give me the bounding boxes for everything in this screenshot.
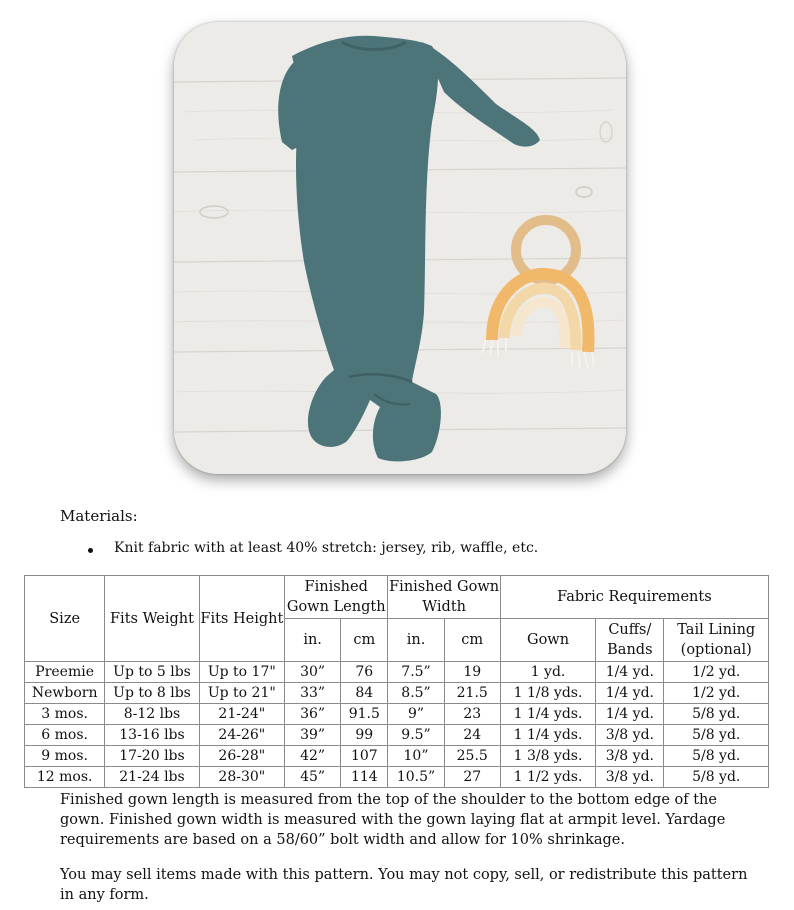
cell-weight: 17-20 lbs [105, 746, 199, 767]
cell-length-in: 30” [285, 662, 341, 683]
table-row [25, 725, 769, 746]
measurement-notes: Finished gown length is measured from the top of the shoulder to the bottom edge of the gown. Finished gown width is measured with the gown laying flat at armpit level. Yardage requirements are based on a 58/60” bolt width and allow for 10% shrinkage. [60, 792, 726, 848]
cell-length-in: 33” [285, 683, 341, 704]
cell-height: Up to 21" [199, 683, 284, 704]
cell-gown: 1 yd. [500, 662, 595, 683]
header-length-cm: cm [341, 619, 388, 662]
cell-width-cm: 21.5 [444, 683, 500, 704]
cell-cuffs: 1/4 yd. [596, 662, 664, 683]
header-cuffs-bands: Cuffs/ Bands [596, 619, 664, 662]
cell-gown: 1 1/4 yds. [500, 725, 595, 746]
cell-width-in: 8.5” [388, 683, 444, 704]
cell-size: 6 mos. [25, 725, 105, 746]
cell-size: 12 mos. [25, 767, 105, 788]
cell-height: 28-30" [199, 767, 284, 788]
cell-length-in: 45” [285, 767, 341, 788]
gown-illustration [174, 22, 626, 474]
cell-gown: 1 1/8 yds. [500, 683, 595, 704]
cell-width-in: 10” [388, 746, 444, 767]
cell-tail: 5/8 yd. [664, 767, 769, 788]
cell-length-cm: 107 [341, 746, 388, 767]
header-length-in: in. [285, 619, 341, 662]
cell-height: 26-28" [199, 746, 284, 767]
cell-width-in: 9.5” [388, 725, 444, 746]
cell-weight: 8-12 lbs [105, 704, 199, 725]
cell-gown: 1 1/2 yds. [500, 767, 595, 788]
cell-weight: Up to 8 lbs [105, 683, 199, 704]
cell-size: Newborn [25, 683, 105, 704]
cell-length-cm: 114 [341, 767, 388, 788]
cell-width-in: 7.5” [388, 662, 444, 683]
cell-weight: 21-24 lbs [105, 767, 199, 788]
header-finished-length: Finished Gown Length [285, 576, 388, 619]
cell-cuffs: 3/8 yd. [596, 746, 664, 767]
header-width-cm: cm [444, 619, 500, 662]
cell-tail: 5/8 yd. [664, 725, 769, 746]
materials-heading: Materials: [60, 507, 138, 525]
header-finished-width: Finished Gown Width [388, 576, 500, 619]
cell-size: Preemie [25, 662, 105, 683]
cell-length-in: 36” [285, 704, 341, 725]
cell-gown: 1 1/4 yds. [500, 704, 595, 725]
header-fits-weight: Fits Weight [105, 576, 199, 662]
cell-width-cm: 23 [444, 704, 500, 725]
materials-list [60, 540, 538, 556]
header-gown: Gown [500, 619, 595, 662]
license-notice: You may sell items made with this pattern. You may not copy, sell, or redistribute this pattern in any form. [60, 867, 748, 903]
cell-cuffs: 1/4 yd. [596, 683, 664, 704]
header-size: Size [25, 576, 105, 662]
cell-length-in: 39” [285, 725, 341, 746]
cell-size: 3 mos. [25, 704, 105, 725]
cell-length-cm: 99 [341, 725, 388, 746]
table-row [25, 683, 769, 704]
cell-cuffs: 3/8 yd. [596, 725, 664, 746]
header-fabric-requirements: Fabric Requirements [500, 576, 768, 619]
table-row [25, 767, 769, 788]
cell-height: Up to 17" [199, 662, 284, 683]
cell-tail: 5/8 yd. [664, 704, 769, 725]
cell-height: 24-26" [199, 725, 284, 746]
cell-weight: 13-16 lbs [105, 725, 199, 746]
cell-size: 9 mos. [25, 746, 105, 767]
table-row [25, 704, 769, 725]
cell-length-cm: 84 [341, 683, 388, 704]
product-photo [174, 22, 626, 474]
header-tail-lining: Tail Lining (optional) [664, 619, 769, 662]
cell-width-in: 10.5” [388, 767, 444, 788]
cell-width-cm: 24 [444, 725, 500, 746]
cell-width-cm: 27 [444, 767, 500, 788]
materials-item: Knit fabric with at least 40% stretch: jersey, rib, waffle, etc. [60, 540, 538, 556]
cell-tail: 1/2 yd. [664, 683, 769, 704]
cell-length-cm: 76 [341, 662, 388, 683]
cell-cuffs: 3/8 yd. [596, 767, 664, 788]
header-width-in: in. [388, 619, 444, 662]
header-fits-height: Fits Height [199, 576, 284, 662]
cell-length-in: 42” [285, 746, 341, 767]
cell-cuffs: 1/4 yd. [596, 704, 664, 725]
cell-width-cm: 25.5 [444, 746, 500, 767]
cell-height: 21-24" [199, 704, 284, 725]
cell-tail: 1/2 yd. [664, 662, 769, 683]
cell-tail: 5/8 yd. [664, 746, 769, 767]
cell-gown: 1 3/8 yds. [500, 746, 595, 767]
cell-width-in: 9” [388, 704, 444, 725]
table-row [25, 746, 769, 767]
cell-weight: Up to 5 lbs [105, 662, 199, 683]
cell-width-cm: 19 [444, 662, 500, 683]
size-chart-table [24, 575, 769, 788]
cell-length-cm: 91.5 [341, 704, 388, 725]
table-row [25, 662, 769, 683]
